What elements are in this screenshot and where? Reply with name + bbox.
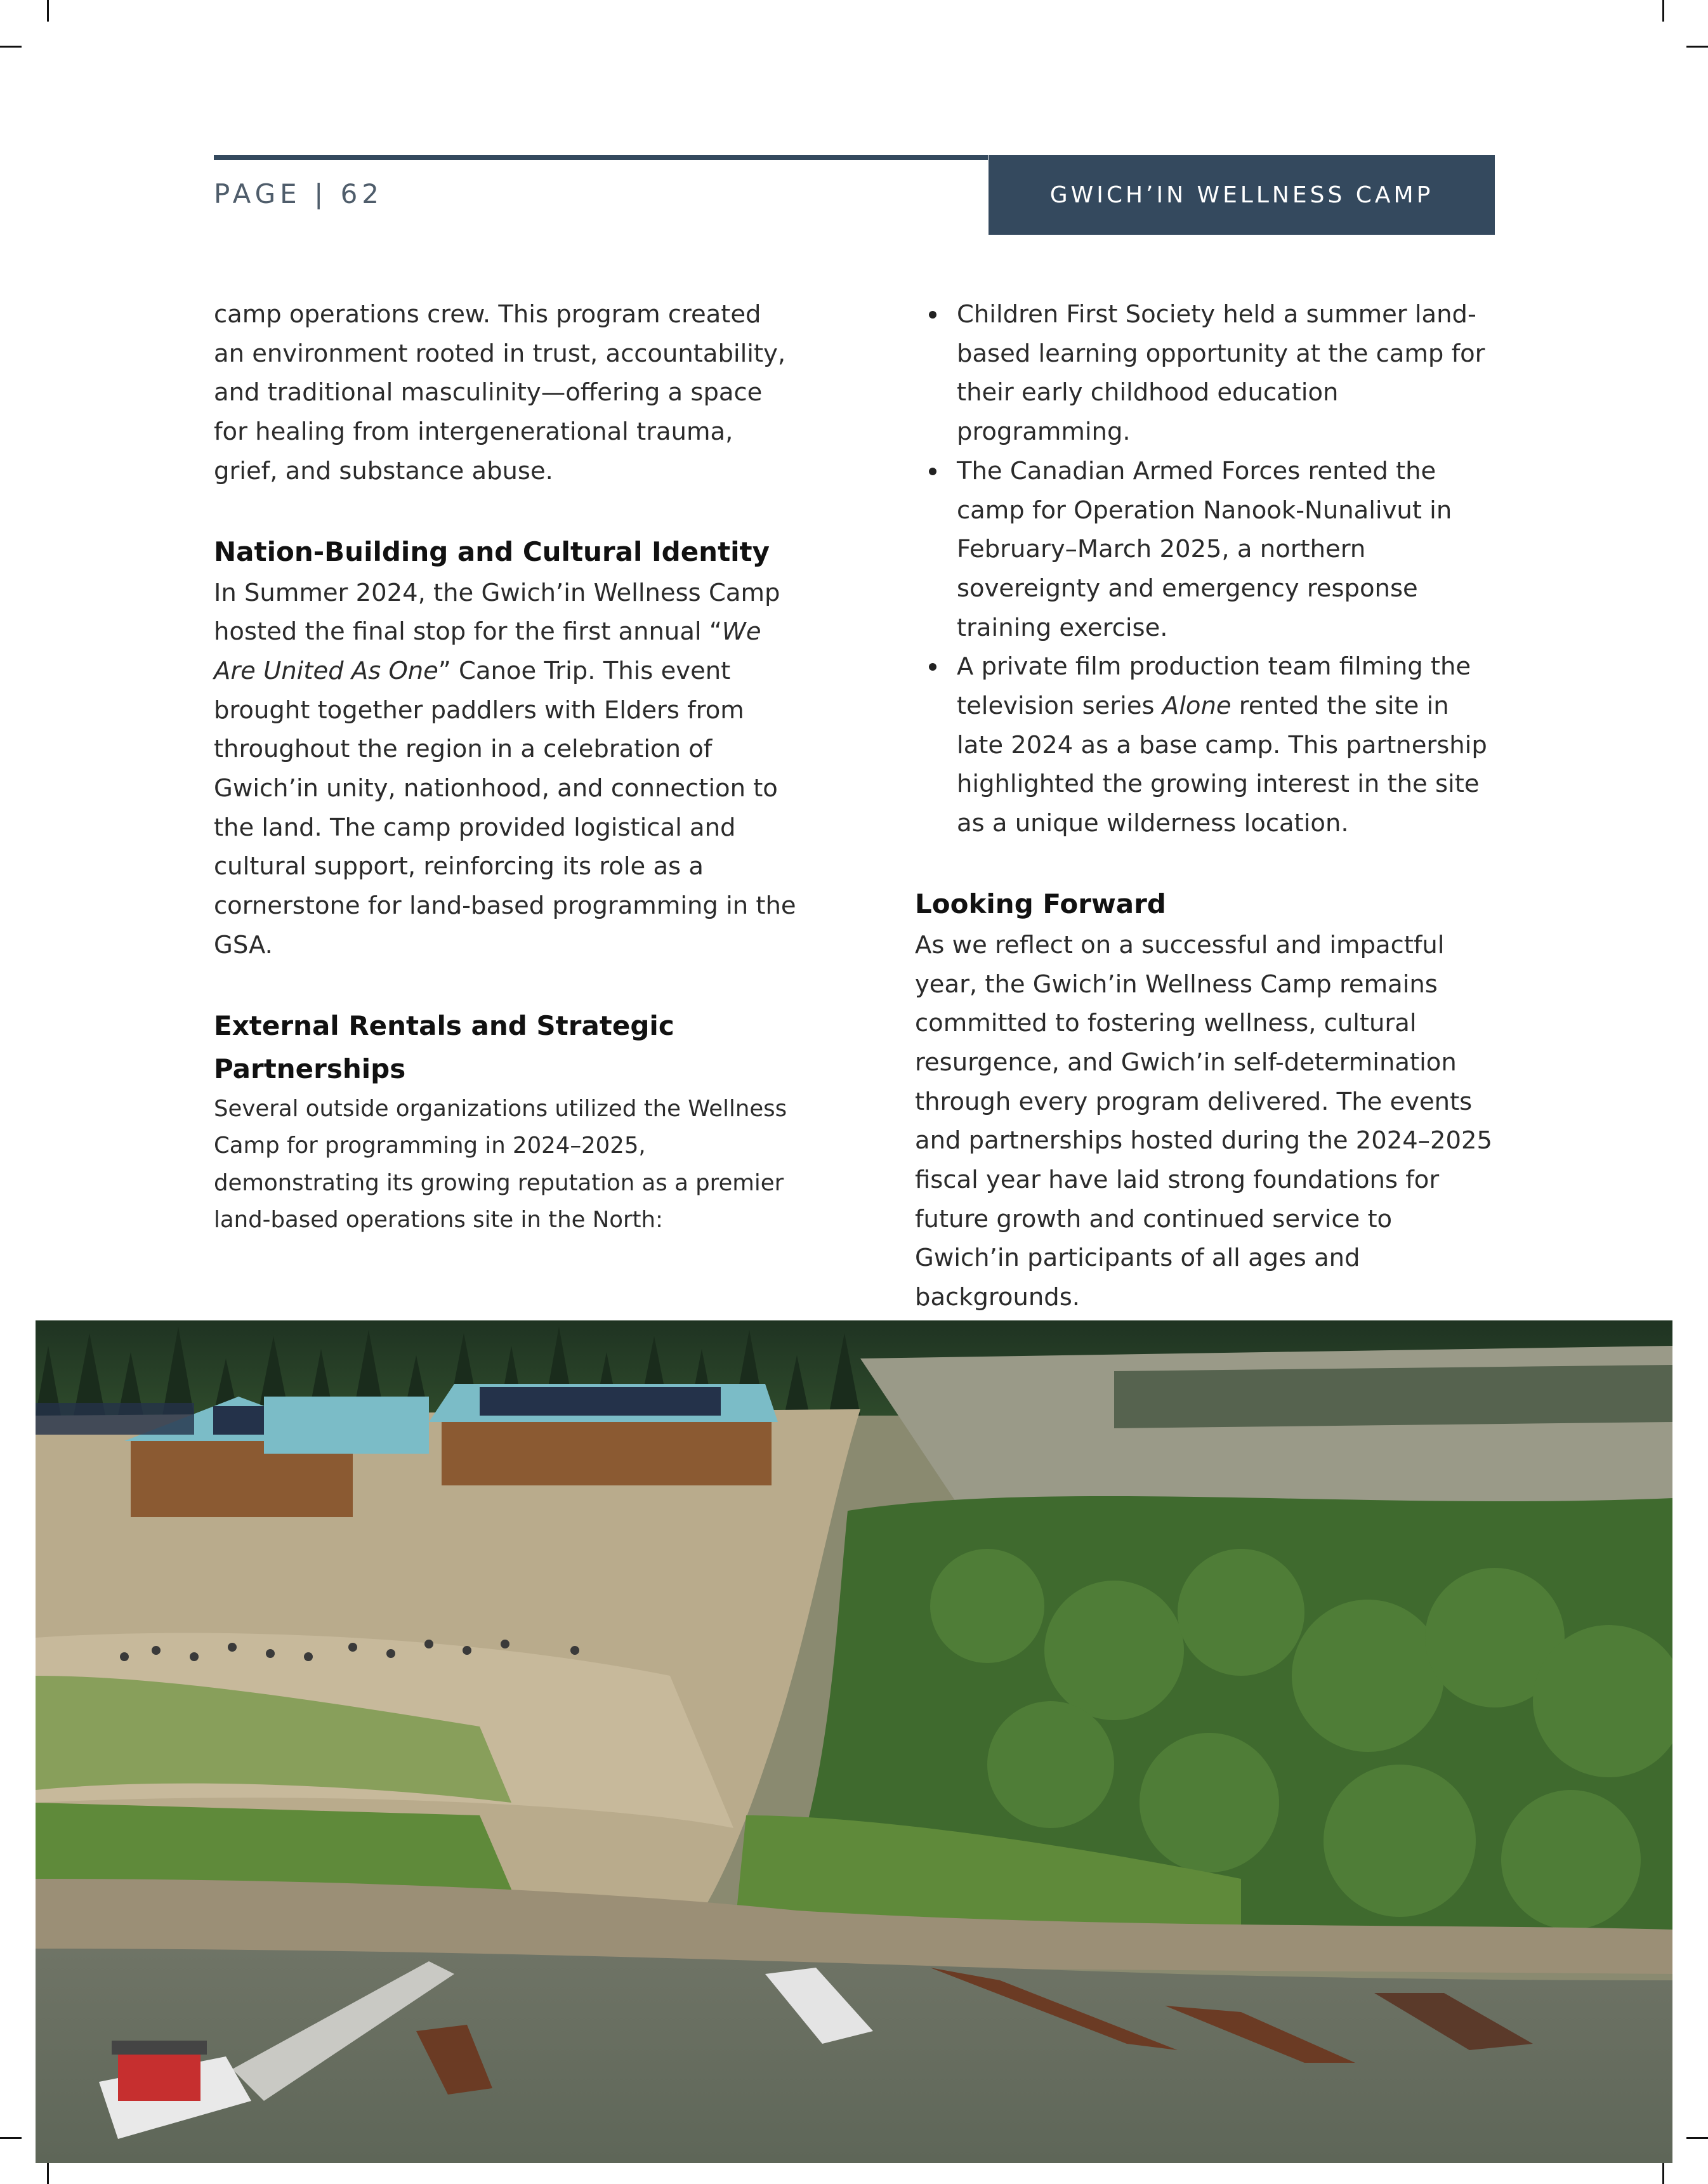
crop-mark — [47, 2162, 49, 2184]
right-column — [915, 295, 1499, 1317]
crop-mark — [1662, 2162, 1664, 2184]
list-item: Children First Society held a summer land-based learning opportunity at the camp for their early childhood education programming. — [957, 295, 1499, 452]
section-heading-nation-building: Nation-Building and Cultural Identity — [214, 536, 770, 567]
header-rule — [214, 155, 988, 160]
canoe-trip-title: We Are United As One — [214, 617, 761, 685]
crop-mark — [1686, 2137, 1708, 2139]
crop-mark — [1686, 46, 1708, 48]
text-run: A private film production team filming the television series — [957, 652, 1471, 721]
text-run: rented the site in late 2024 as a base camp. This partnership highlighted the growing interest in the site as a unique wilderness location. — [957, 692, 1487, 838]
left-column — [214, 295, 798, 1239]
external-rentals-paragraph: Several outside organizations utilized the Wellness Camp for programming in 2024–2025, demonstrating its growing reputation as a premier land-based operations site in the North: — [214, 1095, 787, 1233]
looking-forward-paragraph: As we reflect on a successful and impactful year, the Gwich’in Wellness Camp remains committed to fostering wellness, cultural resurgence, and Gwich’in self-determination through every program delivered. The events and partnerships hosted during the 2024–2025 fiscal year have laid strong foundations for future growth and continued service to Gwich’in participants of all ages and backgrounds. — [915, 930, 1492, 1312]
text-run: In Summer 2024, the Gwich’in Wellness Camp hosted the final stop for the first annual “ — [214, 578, 780, 647]
text-run: ” Canoe Trip. This event brought together paddlers with Elders from throughout the region in a celebration of Gwich’in unity, nationhood, and connection to the land. The camp provided logistical and cultural support, reinforcing its role as a cornerstone for land-based programming in the GSA. — [214, 656, 796, 959]
crop-mark — [0, 2137, 22, 2139]
section-header-box — [989, 155, 1495, 235]
tv-series-title: Alone — [1162, 692, 1232, 721]
list-item — [957, 647, 1499, 843]
section-title: GWICH’IN WELLNESS CAMP — [1049, 181, 1434, 208]
crop-mark — [0, 46, 22, 48]
intro-paragraph: camp operations crew. This program created an environment rooted in trust, accountability, and traditional masculinity—offering a space for healing from intergenerational trauma, grief, and substance abuse. — [214, 300, 786, 485]
nation-building-paragraph — [214, 574, 798, 965]
rentals-list — [915, 295, 1499, 843]
aerial-camp-photo — [36, 1320, 1672, 2163]
section-heading-external-rentals: External Rentals and Strategic Partnerships — [214, 1010, 674, 1084]
crop-mark — [1662, 0, 1664, 22]
list-item: The Canadian Armed Forces rented the camp for Operation Nanook-Nunalivut in February–March 2025, a northern sovereignty and emergency response training exercise. — [957, 452, 1499, 648]
section-heading-looking-forward: Looking Forward — [915, 888, 1166, 919]
crop-mark — [47, 0, 49, 22]
page-number: PAGE | 62 — [214, 178, 384, 209]
